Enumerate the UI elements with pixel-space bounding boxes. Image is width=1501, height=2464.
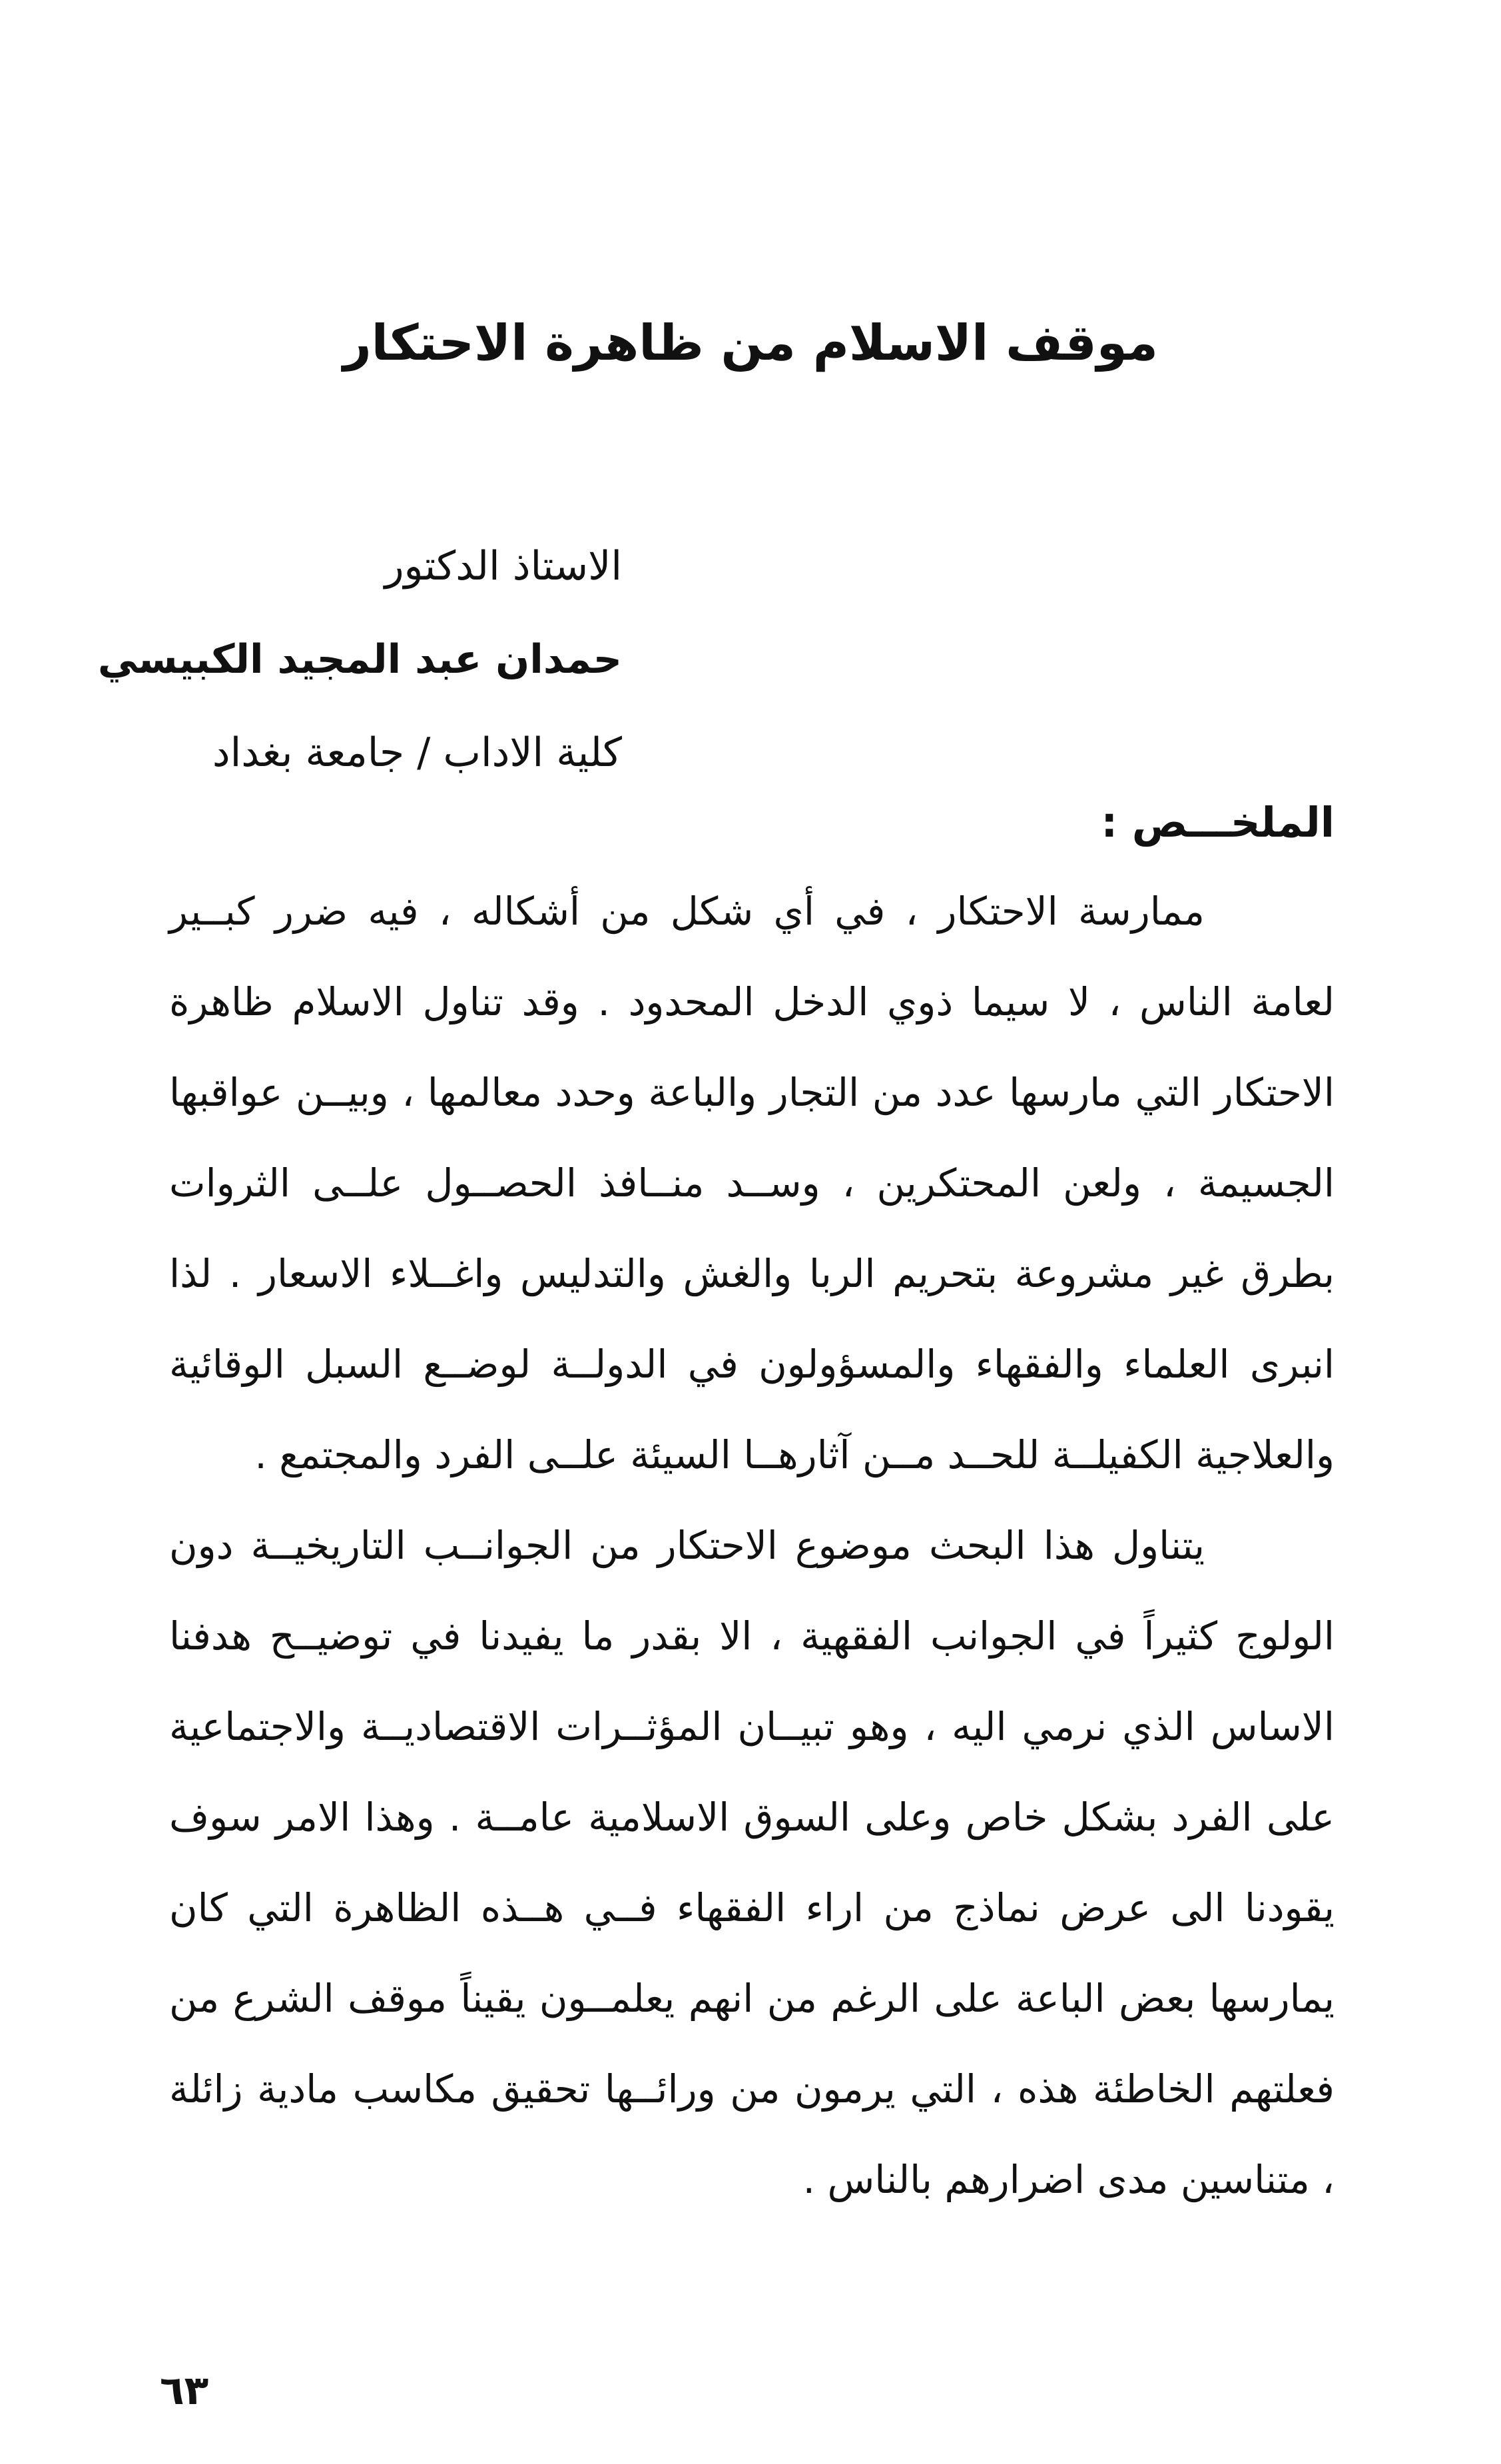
page-number: ٦٣ — [160, 2367, 209, 2414]
author-affiliation: كلية الاداب / جامعة بغداد — [212, 729, 622, 776]
author-block — [97, 520, 622, 799]
abstract-paragraph-1: ممارسة الاحتكار ، في أي شكل من أشكاله ، فيه ضرر كبــير لعامة الناس ، لا سيما ذوي الدخل المحدود . وقد تناول الاسلام ظاهرة الاحتكار التي مارسها عدد من التجار والباعة وحدد معالمها ، وبيــن عواقبها الجسيمة ، ولعن المحتكرين ، وســد منــافذ الحصــول علــى الثروات بطرق غير مشروعة بتحريم الربا والغش والتدليس واغــلاء الاسعار . لذا انبرى العلماء والفقهاء والمسؤولون في الدولــة لوضــع السبل الوقائية والعلاجية الكفيلــة للحــد مــن آثارهــا السيئة علــى الفرد والمجتمع . — [169, 889, 1335, 1477]
abstract-body — [169, 866, 1335, 2225]
author-rank: الاستاذ الدكتور — [384, 543, 622, 590]
paper-title: موقف الاسلام من ظاهرة الاحتكار — [343, 314, 1158, 372]
abstract-heading: الملخـــص : — [1101, 798, 1335, 847]
author-name: حمدان عبد المجيد الكبيسي — [97, 636, 622, 683]
abstract-paragraph-2: يتناول هذا البحث موضوع الاحتكار من الجوانــب التاريخيــة دون الولوج كثيراً في الجوانب الفقهية ، الا بقدر ما يفيدنا في توضيــح هدفنا الاساس الذي نرمي اليه ، وهو تبيــان المؤثــرات الاقتصاديــة والاجتماعية على الفرد بشكل خاص وعلى السوق الاسلامية عامــة . وهذا الامر سوف يقودنا الى عرض نماذج من اراء الفقهاء فــي هــذه الظاهرة التي كان يمارسها بعض الباعة على الرغم من انهم يعلمــون يقيناً موقف الشرع من فعلتهم الخاطئة هذه ، التي يرمون من ورائــها تحقيق مكاسب مادية زائلة ، متناسين مدى اضرارهم بالناس . — [169, 1523, 1335, 2202]
